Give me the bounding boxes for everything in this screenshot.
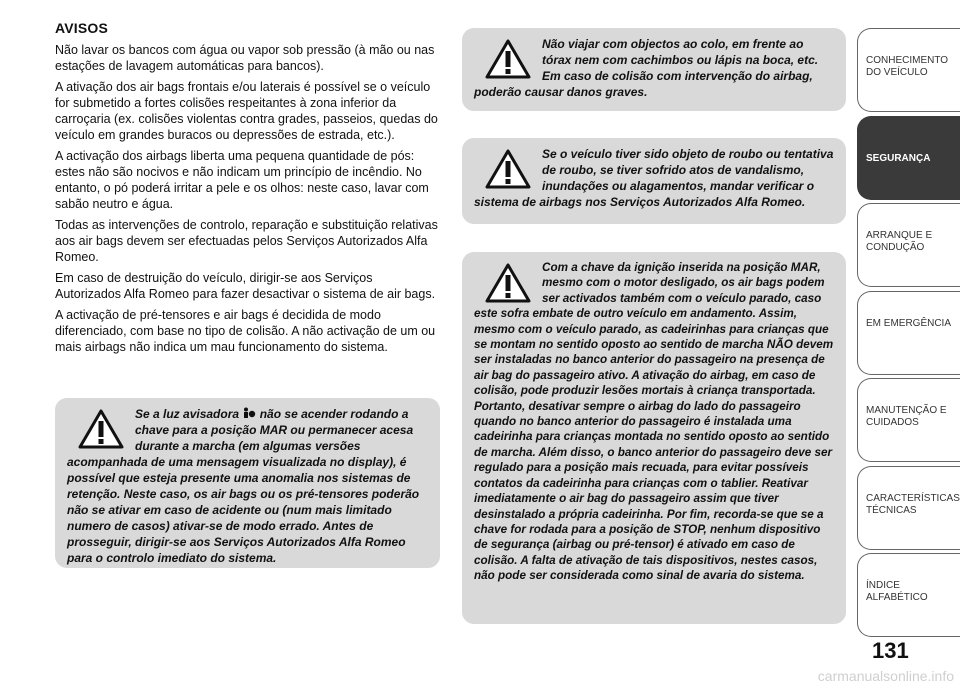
tab-arranque[interactable]: ARRANQUE E CONDUÇÃO: [857, 203, 960, 287]
section-heading: AVISOS: [55, 20, 109, 36]
paragraph: Em caso de destruição do veículo, dirigir-se aos Serviços Autorizados Alfa Romeo para fazer desactivar o sistema de air bags.: [55, 271, 436, 301]
warning-text: Com a chave da ignição inserida na posição MAR, mesmo com o motor desligado, os air bags podem ser activados também com o veículo parado, caso este sofra embate de outro veículo em andamento. Assim, mesmo com o veículo parado, as cadeirinhas para crianças que se montam no sentido oposto ao sentido de marcha NÃO devem ser instaladas no banco anterior do passageiro na presença de air bag do passageiro ativo. A ativação do airbag, em caso de colisão, pode produzir lesões mortais à criança transportada. Portanto, desativar sempre o airbag do lado do passageiro quando no banco anterior do passageiro é instalada uma cadeirinha para crianças montada no sentido oposto ao sentido de marcha. Além disso, o banco anterior do passageiro deve ser regulado para a posição mais recuada, para evitar possíveis contatos da cadeirinha para crianças com o tablier. Reativar imediatamente o air bag do passageiro assim que tiver desinstalado a própria cadeirinha. Por fim, recorda-se que se a chave for rodada para a posição de STOP, nenhum dispositivo de segurança (airbag ou pré-tensor) é ativado em caso de colisão. A falta de ativação de tais dispositivos, nestes casos, não pode ser considerada como sinal de avaria do sistema.: [474, 261, 834, 583]
paragraph: A activação de pré-tensores e air bags é decidida de modo diferenciado, com base no tipo de colisão. A não activação de um ou mais airbags não indica um mau funcionamento do sistema.: [55, 308, 436, 354]
warning-text: Não viajar com objectos ao colo, em frente ao tórax nem com cachimbos ou lápis na boca, etc. Em caso de colisão com intervenção do airbag, poderão causar danos graves.: [474, 37, 819, 99]
paragraph: Todas as intervenções de controlo, reparação e substituição relativas aos air bags devem ser efectuadas pelos Serviços Autorizados Alfa Romeo.: [55, 218, 438, 264]
tab-emergencia[interactable]: EM EMERGÊNCIA: [857, 291, 960, 375]
tab-seguranca[interactable]: SEGURANÇA: [857, 116, 960, 200]
paragraph: Não lavar os bancos com água ou vapor sob pressão (à mão ou nas estações de lavagem automáticas para bancos).: [55, 43, 435, 73]
page-number: 131: [872, 638, 909, 663]
warning-text: Se a luz avisadora: [135, 407, 243, 421]
left-column: [55, 20, 440, 360]
warning-box-warning-light: [55, 398, 440, 568]
tab-caracteristicas[interactable]: CARACTERÍSTICAS TÉCNICAS: [857, 466, 960, 550]
warning-box-ignition: [462, 252, 846, 624]
warning-text: não se acender rodando a chave para a posição MAR ou permanecer acesa durante a marcha (em algumas versões acompanhada de uma mensagem visualizada no display), é possível que esteja presente uma anomalia nos sistemas de retenção. Neste caso, os air bags ou os pré-tensores poderão não se ativar em caso de acidente ou (num mais limitado numero de casos) ativar-se de modo errado. Antes de prosseguir, dirigir-se aos Serviços Autorizados Alfa Romeo para o controlo imediato do sistema.: [67, 407, 420, 565]
tab-indice[interactable]: ÍNDICE ALFABÉTICO: [857, 553, 960, 637]
paragraph: A ativação dos air bags frontais e/ou laterais é possível se o veículo for submetido a fortes colisões respeitantes à zona inferior da carroçaria (ex. colisões violentas contra grades, passeios, quedas do veículo em grandes buracos ou depressões de estrada, etc.).: [55, 80, 438, 142]
warning-triangle-icon: [484, 38, 532, 80]
warning-triangle-icon: [484, 262, 532, 304]
warning-triangle-icon: [77, 408, 125, 450]
chapter-tabs: [857, 28, 960, 641]
paragraph: A activação dos airbags liberta uma pequena quantidade de pós: estes não são nocivos e não indicam um princípio de incêndio. No entanto, o pó poderá irritar a pele e os olhos: neste caso, lavar com sabão neutro e água.: [55, 149, 429, 211]
tab-manutencao[interactable]: MANUTENÇÃO E CUIDADOS: [857, 378, 960, 462]
warning-text: Se o veículo tiver sido objeto de roubo ou tentativa de roubo, se tiver sofrido atos de vandalismo, inundações ou alagamentos, mandar verificar o sistema de airbags nos Serviços Autorizados Alfa Romeo.: [474, 147, 834, 209]
airbag-warning-light-icon: [242, 407, 256, 420]
warning-triangle-icon: [484, 148, 532, 190]
tab-conhecimento[interactable]: CONHECIMENTO DO VEÍCULO: [857, 28, 960, 112]
warning-box-objects: [462, 28, 846, 111]
warning-box-theft: [462, 138, 846, 224]
watermark: carmanualsonline.info: [817, 668, 954, 684]
